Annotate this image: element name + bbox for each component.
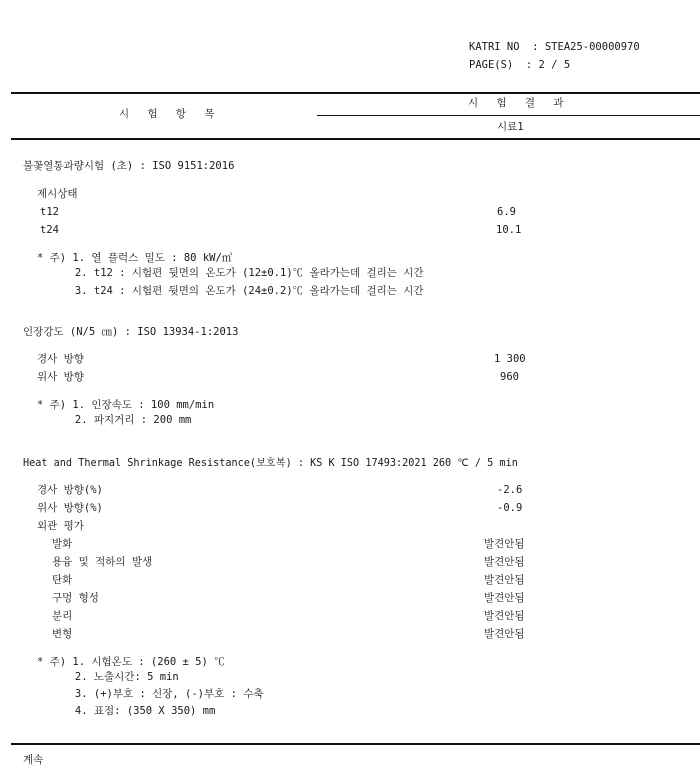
page-count: PAGE(S) : 2 / 5 [469, 59, 571, 71]
row-value: -0.9 [497, 502, 523, 514]
section-title-tensile-strength: 인장강도 (N/5 ㎝) : ISO 13934-1:2013 [23, 326, 239, 338]
continued-label: 계속 [23, 754, 44, 766]
row-label: 발화 [52, 538, 73, 550]
row-label: t12 [40, 206, 59, 218]
sample-column-header: 시료1 [497, 121, 524, 133]
row-value: 10.1 [496, 224, 522, 236]
table-header-bottom-rule [11, 138, 700, 140]
row-value: 960 [500, 371, 519, 383]
note-line: 3. (+)부호 : 신장, (-)부호 : 수축 [37, 688, 264, 700]
table-bottom-rule [11, 743, 700, 745]
row-label: 외관 평가 [37, 520, 84, 532]
row-label: 구멍 형성 [52, 592, 99, 604]
row-label: 제시상태 [37, 188, 78, 200]
header-divider [317, 115, 700, 116]
row-label: 경사 방향(%) [37, 484, 103, 496]
note-line: 2. t12 : 시험편 뒷면의 온도가 (12±0.1)℃ 올라가는데 걸리는 시간 [37, 267, 424, 279]
row-label: 용융 및 적하의 발생 [52, 556, 153, 568]
row-value: -2.6 [497, 484, 523, 496]
note-line: * 주) 1. 인장속도 : 100 mm/min [37, 399, 215, 411]
note-line: * 주) 1. 시험온도 : (260 ± 5) ℃ [37, 656, 225, 668]
note-line: 4. 표점: (350 X 350) mm [37, 705, 216, 717]
test-item-column-header: 시 험 항 목 [119, 108, 221, 120]
row-label: t24 [40, 224, 59, 236]
row-value: 발견안됨 [484, 610, 525, 622]
row-label: 분리 [52, 610, 73, 622]
section-title-heat-shrinkage: Heat and Thermal Shrinkage Resistance(보호복) : KS K ISO 17493:2021 260 ℃ / 5 min [23, 458, 518, 469]
note-line: 3. t24 : 시험편 뒷면의 온도가 (24±0.2)℃ 올라가는데 걸리는 시간 [37, 285, 424, 297]
row-label: 변형 [52, 628, 73, 640]
row-value: 발견안됨 [484, 556, 525, 568]
row-value: 발견안됨 [484, 592, 525, 604]
row-label: 탄화 [52, 574, 73, 586]
note-line: * 주) 1. 열 플럭스 밀도 : 80 kW/㎡ [37, 252, 233, 264]
test-result-column-header: 시 험 결 과 [468, 97, 570, 109]
row-value: 1 300 [494, 353, 526, 365]
table-top-rule [11, 92, 700, 94]
note-line: 2. 노출시간: 5 min [37, 671, 179, 683]
section-title-flame-heat-transfer: 불꽃열통과량시험 (초) : ISO 9151:2016 [23, 160, 235, 172]
row-label: 위사 방향 [37, 371, 84, 383]
row-value: 발견안됨 [484, 574, 525, 586]
row-value: 발견안됨 [484, 628, 525, 640]
note-line: 2. 파지거리 : 200 mm [37, 414, 192, 426]
row-label: 경사 방향 [37, 353, 84, 365]
row-value: 6.9 [497, 206, 516, 218]
row-label: 위사 방향(%) [37, 502, 103, 514]
katri-number: KATRI NO : STEA25-00000970 [469, 41, 640, 53]
row-value: 발견안됨 [484, 538, 525, 550]
